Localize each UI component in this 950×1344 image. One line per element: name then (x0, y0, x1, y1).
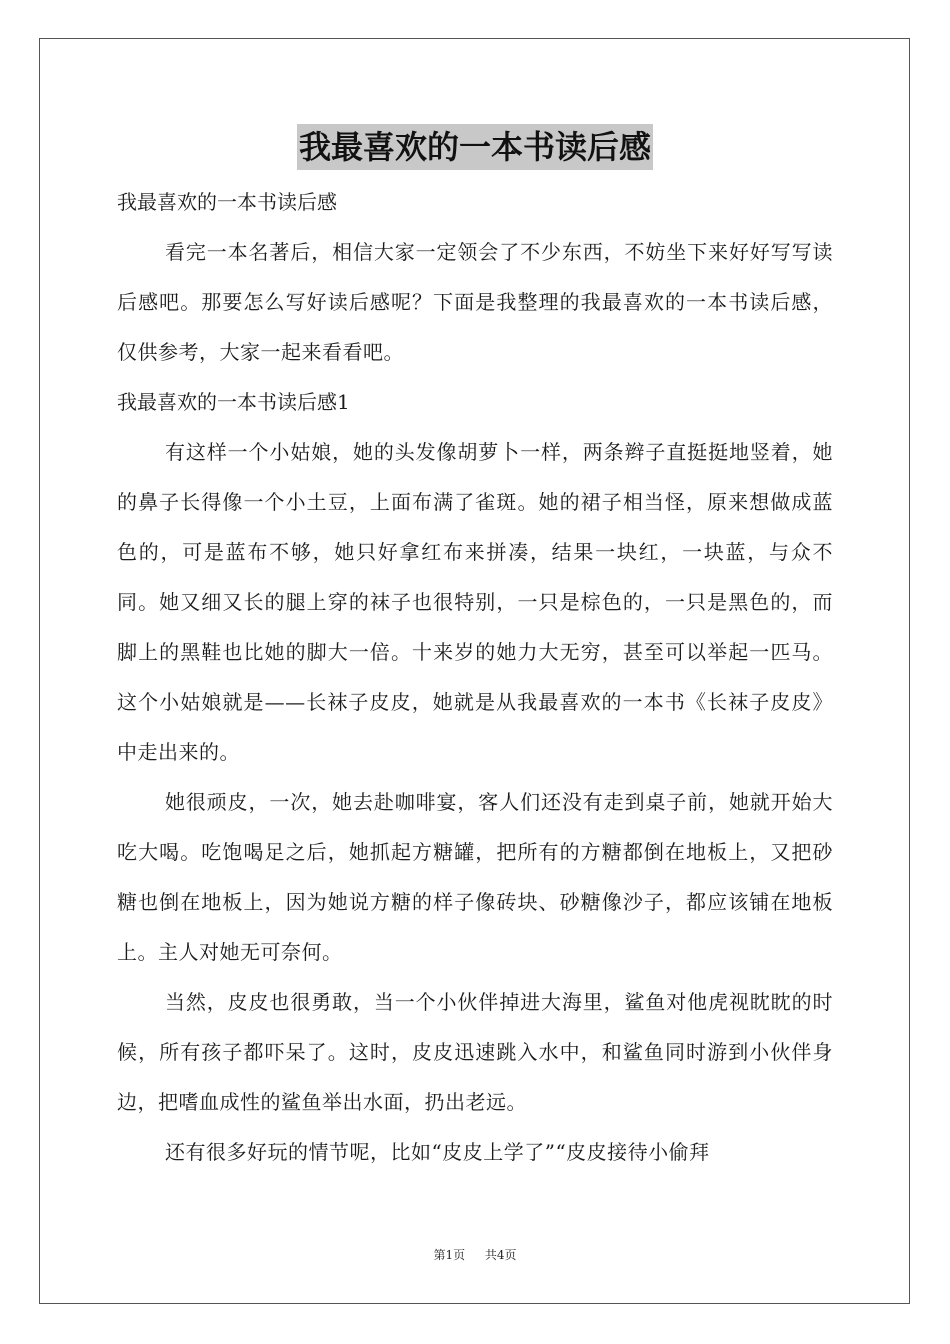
intro-paragraph: 看完一本名著后，相信大家一定领会了不少东西，不妨坐下来好好写写读后感吧。那要怎么写好读后感呢？下面是我整理的我最喜欢的一本书读后感，仅供参考，大家一起来看看吧。 (117, 240, 833, 364)
document-subtitle: 我最喜欢的一本书读后感 (117, 190, 337, 214)
body-paragraph-2: 她很顽皮，一次，她去赴咖啡宴，客人们还没有走到桌子前，她就开始大吃大喝。吃饱喝足之后，她抓起方糖罐，把所有的方糖都倒在地板上，又把砂糖也倒在地板上，因为她说方糖的样子像砖块、砂糖像沙子，都应该铺在地板上。主人对她无可奈何。 (117, 790, 833, 964)
page-number: 第1页 (433, 1248, 466, 1262)
document-body (117, 177, 833, 1177)
page-total: 共4页 (484, 1248, 517, 1262)
body-paragraph-1: 有这样一个小姑娘，她的头发像胡萝卜一样，两条辫子直挺挺地竖着，她的鼻子长得像一个小土豆，上面布满了雀斑。她的裙子相当怪，原来想做成蓝色的，可是蓝布不够，她只好拿红布来拼凑，结果一块红，一块蓝，与众不同。她又细又长的腿上穿的袜子也很特别，一只是棕色的，一只是黑色的，而脚上的黑鞋也比她的脚大一倍。十来岁的她力大无穷，甚至可以举起一匹马。这个小姑娘就是——长袜子皮皮，她就是从我最喜欢的一本书《长袜子皮皮》中走出来的。 (117, 440, 833, 764)
document-title: 我最喜欢的一本书读后感 (297, 124, 653, 170)
page-footer (0, 1246, 950, 1263)
body-paragraph-4: 还有很多好玩的情节呢，比如“皮皮上学了”“皮皮接待小偷拜 (165, 1140, 710, 1164)
section-heading: 我最喜欢的一本书读后感1 (117, 390, 350, 414)
body-paragraph-3: 当然，皮皮也很勇敢，当一个小伙伴掉进大海里，鲨鱼对他虎视眈眈的时候，所有孩子都吓呆了。这时，皮皮迅速跳入水中，和鲨鱼同时游到小伙伴身边，把嗜血成性的鲨鱼举出水面，扔出老远。 (117, 990, 833, 1114)
title-wrap (0, 124, 950, 170)
